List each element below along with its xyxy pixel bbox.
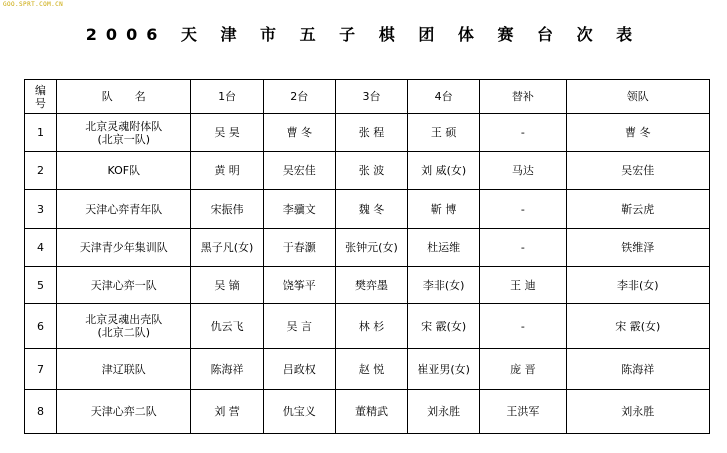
- cell-number: 1: [25, 114, 57, 152]
- cell-board-2: 曹 冬: [263, 114, 335, 152]
- cell-board-2: 吴宏佳: [263, 152, 335, 190]
- header-team-name: 队 名: [57, 80, 191, 114]
- cell-number: 6: [25, 304, 57, 349]
- cell-board-3: 赵 悦: [335, 349, 407, 390]
- cell-substitute: -: [480, 304, 566, 349]
- cell-board-1: 仇云飞: [191, 304, 263, 349]
- table-row: [25, 349, 710, 390]
- cell-number: 2: [25, 152, 57, 190]
- cell-number: 8: [25, 390, 57, 434]
- cell-board-4: 李非(女): [408, 267, 480, 304]
- cell-board-2: 吴 言: [263, 304, 335, 349]
- cell-leader: 李非(女): [566, 267, 709, 304]
- cell-leader: 吴宏佳: [566, 152, 709, 190]
- table-row: [25, 229, 710, 267]
- cell-team: 北京灵魂附体队 (北京一队): [57, 114, 191, 152]
- header-board-2: 2台: [263, 80, 335, 114]
- cell-board-1: 吴 昊: [191, 114, 263, 152]
- cell-board-3: 董精武: [335, 390, 407, 434]
- header-board-1: 1台: [191, 80, 263, 114]
- header-board-4: 4台: [408, 80, 480, 114]
- cell-board-3: 张 程: [335, 114, 407, 152]
- cell-board-4: 杜运维: [408, 229, 480, 267]
- header-leader: 领队: [566, 80, 709, 114]
- cell-board-3: 魏 冬: [335, 190, 407, 229]
- cell-board-1: 黄 明: [191, 152, 263, 190]
- cell-team: 天津心弈二队: [57, 390, 191, 434]
- header-number: 编 号: [25, 80, 57, 114]
- cell-board-1: 刘 营: [191, 390, 263, 434]
- cell-substitute: -: [480, 114, 566, 152]
- cell-number: 3: [25, 190, 57, 229]
- table-row: [25, 390, 710, 434]
- cell-board-3: 林 杉: [335, 304, 407, 349]
- cell-team: 津辽联队: [57, 349, 191, 390]
- cell-board-1: 黑子凡(女): [191, 229, 263, 267]
- cell-board-2: 仇宝义: [263, 390, 335, 434]
- table-row: [25, 304, 710, 349]
- cell-board-3: 张 波: [335, 152, 407, 190]
- cell-team: 天津心弈一队: [57, 267, 191, 304]
- cell-substitute: 王 迪: [480, 267, 566, 304]
- cell-board-2: 饶筝平: [263, 267, 335, 304]
- table-row: [25, 190, 710, 229]
- cell-substitute: 马达: [480, 152, 566, 190]
- cell-board-4: 刘永胜: [408, 390, 480, 434]
- cell-board-4: 宋 霰(女): [408, 304, 480, 349]
- cell-leader: 曹 冬: [566, 114, 709, 152]
- cell-leader: 宋 霰(女): [566, 304, 709, 349]
- cell-number: 4: [25, 229, 57, 267]
- cell-team: 北京灵魂出壳队 (北京二队): [57, 304, 191, 349]
- cell-number: 7: [25, 349, 57, 390]
- cell-number: 5: [25, 267, 57, 304]
- table-row: [25, 152, 710, 190]
- cell-board-2: 吕政权: [263, 349, 335, 390]
- cell-board-3: 张钟元(女): [335, 229, 407, 267]
- cell-board-3: 樊弈墨: [335, 267, 407, 304]
- cell-board-4: 刘 威(女): [408, 152, 480, 190]
- cell-team: KOF队: [57, 152, 191, 190]
- header-row: [25, 80, 710, 114]
- cell-board-1: 吴 镝: [191, 267, 263, 304]
- cell-board-4: 王 硕: [408, 114, 480, 152]
- header-substitute: 替补: [480, 80, 566, 114]
- cell-board-1: 陈海祥: [191, 349, 263, 390]
- table-row: [25, 267, 710, 304]
- cell-leader: 靳云虎: [566, 190, 709, 229]
- cell-team: 天津青少年集训队: [57, 229, 191, 267]
- cell-board-4: 崔亚男(女): [408, 349, 480, 390]
- cell-board-2: 李骥文: [263, 190, 335, 229]
- cell-board-1: 宋振伟: [191, 190, 263, 229]
- cell-substitute: -: [480, 229, 566, 267]
- cell-board-2: 于春灏: [263, 229, 335, 267]
- cell-leader: 陈海祥: [566, 349, 709, 390]
- cell-substitute: -: [480, 190, 566, 229]
- header-board-3: 3台: [335, 80, 407, 114]
- cell-substitute: 王洪军: [480, 390, 566, 434]
- cell-substitute: 庞 晋: [480, 349, 566, 390]
- cell-leader: 铁维泽: [566, 229, 709, 267]
- cell-leader: 刘永胜: [566, 390, 709, 434]
- watermark-text: GOO.SPRT.COM.CN: [3, 1, 64, 8]
- table-row: [25, 114, 710, 152]
- cell-board-4: 靳 博: [408, 190, 480, 229]
- roster-table: [24, 79, 710, 434]
- page-title: 2006 天 津 市 五 子 棋 团 体 赛 台 次 表: [85, 25, 642, 44]
- cell-team: 天津心弈青年队: [57, 190, 191, 229]
